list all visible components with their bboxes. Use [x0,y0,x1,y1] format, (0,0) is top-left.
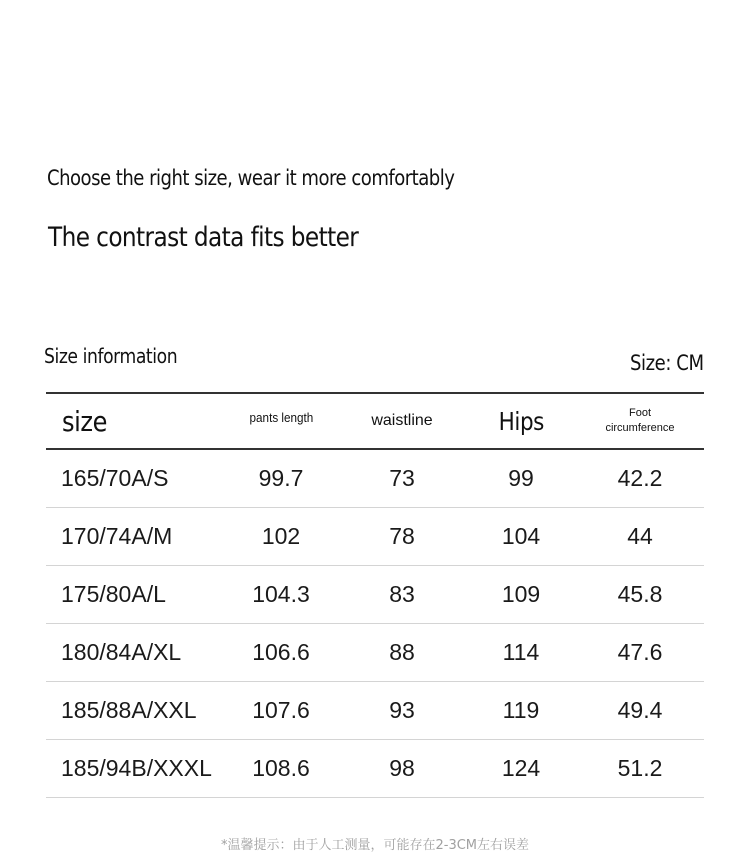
table-row [46,681,704,739]
table-row [46,623,704,681]
table-row [46,507,704,565]
header-waistline: waistline [338,393,466,449]
size-table-container [46,392,704,798]
cell-pants-length: 99.7 [258,464,304,491]
cell-waistline: 98 [389,754,415,781]
size-table [46,392,704,798]
cell-hips: 114 [502,638,540,665]
cell-waistline: 93 [389,696,415,723]
cell-size: 175/80A/L [61,580,166,607]
header-foot-circumference: Foot circumference [576,393,704,449]
cell-foot-circumference: 47.6 [617,638,663,665]
table-row [46,449,704,507]
table-header-row [46,393,704,449]
cell-foot-circumference: 42.2 [617,464,663,491]
cell-pants-length: 107.6 [252,696,310,723]
cell-size: 185/88A/XXL [61,696,197,723]
cell-waistline: 88 [389,638,415,665]
subheadline: The contrast data fits better [48,222,359,253]
table-row [46,565,704,623]
cell-size: 165/70A/S [61,464,169,491]
header-size: size [46,393,224,449]
cell-hips: 109 [501,580,541,607]
cell-foot-circumference: 49.4 [617,696,663,723]
measurement-note: *温馨提示：由于人工测量，可能存在2-3CM左右误差 [220,838,530,853]
headline: Choose the right size, wear it more comfortably [47,166,455,190]
table-body [46,449,704,797]
cell-waistline: 83 [389,580,415,607]
cell-pants-length: 108.6 [252,754,310,781]
cell-size: 185/94B/XXXL [61,754,212,781]
cell-foot-circumference: 45.8 [617,580,663,607]
header-hips: Hips [466,393,576,449]
cell-hips: 124 [501,754,541,781]
cell-size: 170/74A/M [61,522,173,549]
cell-size: 180/84A/XL [61,638,182,665]
size-unit-label: Size: CM [630,351,704,375]
cell-hips: 119 [502,696,540,723]
cell-foot-circumference: 44 [627,522,653,549]
size-information-label: Size information [44,344,178,368]
cell-waistline: 73 [389,464,415,491]
header-pants-length: pants length [224,393,338,449]
cell-hips: 104 [501,522,541,549]
cell-hips: 99 [508,464,534,491]
cell-pants-length: 102 [261,522,301,549]
cell-pants-length: 106.6 [252,638,310,665]
table-row [46,739,704,797]
cell-waistline: 78 [389,522,415,549]
cell-pants-length: 104.3 [252,580,310,607]
cell-foot-circumference: 51.2 [617,754,663,781]
